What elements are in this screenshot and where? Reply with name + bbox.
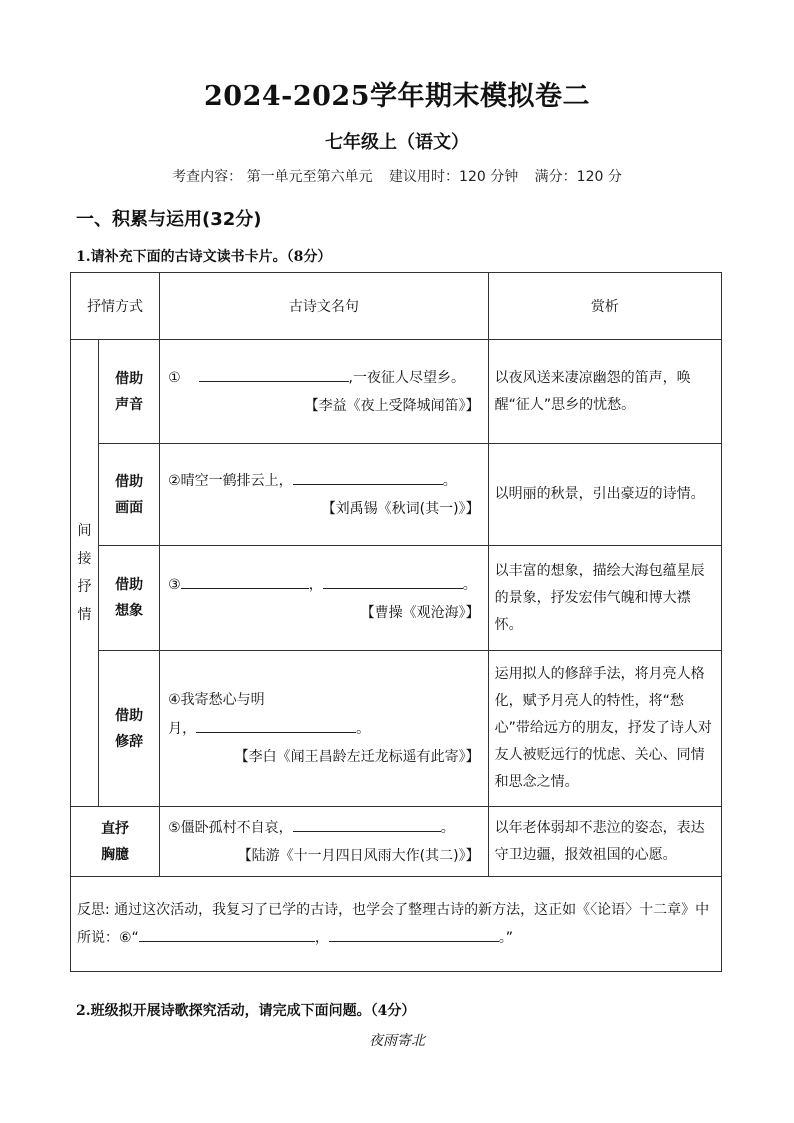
table-header-row: [71, 273, 722, 340]
poem-source-1: 【李益《夜上受降城闻笛》】: [304, 398, 480, 414]
analysis-1: 以夜风送来凄凉幽怨的笛声，唤醒“征人”思乡的忧愁。: [488, 340, 721, 444]
exam-time: 建议用时：120 分钟: [389, 169, 519, 185]
answer-blank-6a[interactable]: [139, 923, 315, 942]
method-direct: 直抒 胸臆: [71, 807, 160, 877]
poem-source-5: 【陆游《十一月四日风雨大作(其二)》】: [237, 848, 480, 864]
reflection-cell: 反思: 通过这次活动，我复习了已学的古诗，也学会了整理古诗的新方法，这正如《〈论语〉十二章》中所说：⑥“ ， 。”: [71, 877, 722, 972]
analysis-5: 以年老体弱却不悲泣的姿态，表达守卫边疆，报效祖国的心愿。: [488, 807, 721, 877]
answer-blank-5[interactable]: [293, 813, 441, 832]
analysis-3: 以丰富的想象，描绘大海包蕴星辰的景象，抒发宏伟气魄和博大襟怀。: [488, 546, 721, 651]
table-row: [71, 340, 722, 444]
poem-title: 夜雨寄北: [369, 1033, 425, 1049]
answer-blank-2[interactable]: [293, 466, 443, 485]
analysis-4: 运用拟人的修辞手法，将月亮人格化，赋予月亮人的特性，将“愁心”带给远方的朋友，抒发了诗人对友人被贬远行的忧虑、关心、同情和思念之情。: [488, 651, 721, 807]
table-row: [71, 546, 722, 651]
poetry-card-table: [70, 272, 722, 972]
poem-line-1: ① ,一夜征人尽望乡。 【李益《夜上受降城闻笛》】: [160, 340, 489, 444]
poem-source-3: 【曹操《观沧海》】: [360, 604, 480, 621]
poem-line-2: ②晴空一鹤排云上， 。 【刘禹锡《秋词(其一)》】: [160, 444, 489, 546]
answer-blank-3b[interactable]: [323, 570, 463, 589]
section-heading: 一、积累与运用(32分): [76, 209, 262, 230]
answer-blank-6b[interactable]: [329, 923, 499, 942]
poem-line-5: ⑤僵卧孤村不自哀， 。 【陆游《十一月四日风雨大作(其二)》】: [160, 807, 489, 877]
poem-line-3: ③ ， 。 【曹操《观沧海》】: [160, 546, 489, 651]
analysis-2: 以明丽的秋景，引出豪迈的诗情。: [488, 444, 721, 546]
page-title: 2024-2025学年期末模拟卷二: [204, 81, 590, 112]
method-image: 借助 画面: [99, 444, 160, 546]
method-sound: 借助 声音: [99, 340, 160, 444]
page-subtitle: 七年级上（语文）: [325, 132, 469, 153]
reflection-row: [71, 877, 722, 972]
answer-blank-4[interactable]: [196, 714, 356, 733]
table-row: [71, 651, 722, 807]
header-method: 抒情方式: [71, 273, 160, 340]
exam-info: [0, 166, 794, 186]
method-rhetoric: 借助 修辞: [99, 651, 160, 807]
header-lines: 古诗文名句: [160, 273, 489, 340]
table-row: [71, 444, 722, 546]
header-analysis: 赏析: [488, 273, 721, 340]
method-imagination: 借助 想象: [99, 546, 160, 651]
indirect-lyric-label: 间 接 抒 情: [71, 340, 99, 807]
poem-source-2: 【刘禹锡《秋词(其一)》】: [321, 501, 480, 517]
question-1-prompt: 1.请补充下面的古诗文读书卡片。（8分）: [76, 249, 332, 265]
answer-blank-1[interactable]: [199, 363, 349, 382]
exam-scope: 考查内容： 第一单元至第六单元: [172, 169, 373, 185]
table-row: [71, 807, 722, 877]
poem-line-4: ④我寄愁心与明 月， 。 【李白《闻王昌龄左迁龙标遥有此寄》】: [160, 651, 489, 807]
question-2-prompt: 2.班级拟开展诗歌探究活动，请完成下面问题。（4分）: [76, 1003, 416, 1019]
poem-source-4: 【李白《闻王昌龄左迁龙标遥有此寄》】: [234, 749, 480, 765]
exam-score: 满分：120 分: [534, 169, 622, 185]
answer-blank-3a[interactable]: [181, 570, 309, 589]
